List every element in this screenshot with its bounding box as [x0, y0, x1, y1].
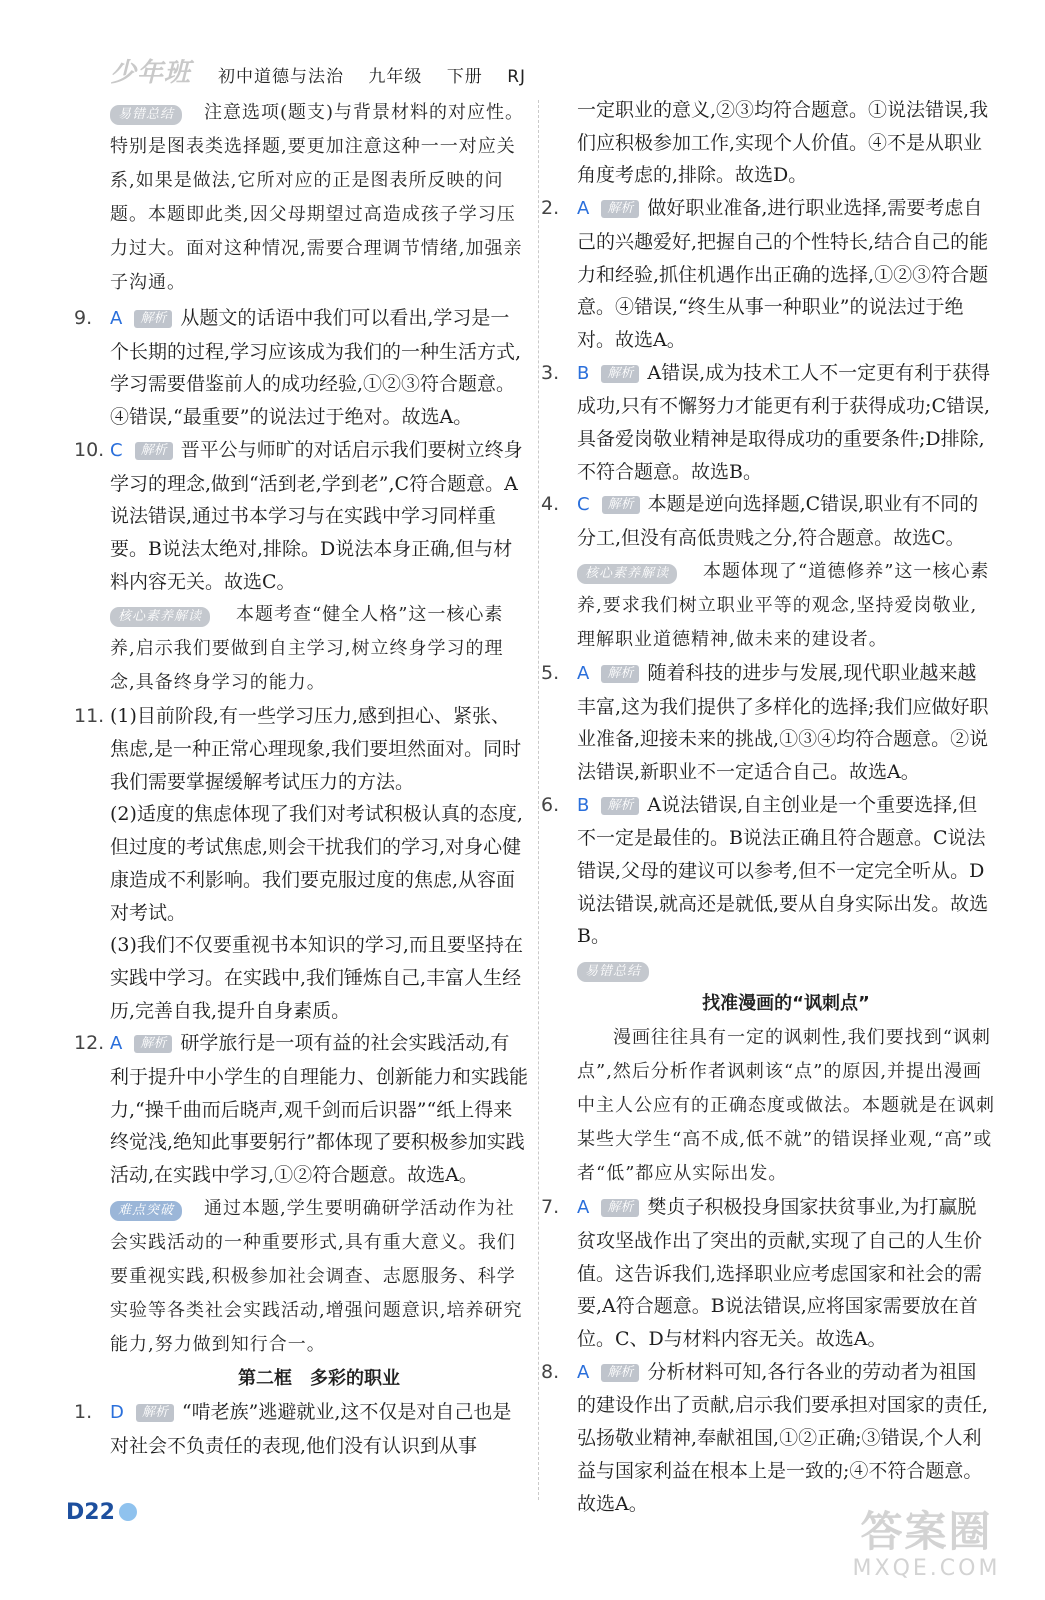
column-divider: [538, 100, 539, 1500]
answer-item-11: [74, 700, 528, 1027]
analysis-tag: 解析: [135, 442, 173, 460]
subject-label: 初中道德与法治: [218, 67, 344, 87]
answer-item-1: [74, 1396, 528, 1462]
answer-text: 樊贞子积极投身国家扶贫事业,为打赢脱贫攻坚战作出了突出的贡献,实现了自己的人生价值。这告诉我们,选择职业应考虑国家和社会的需要,A符合题意。B说法错误,应将国家需要放在首位。C、D与材料内容无关。故选A。: [577, 1196, 983, 1350]
answer-text: 分析材料可知,各行各业的劳动者为祖国的建设作出了贡献,启示我们要承担对国家的责任,弘扬敬业精神,奉献祖国,①②正确;③错误,个人利益与国家利益在根本上是一致的;④不符合题意。故选A。: [577, 1360, 989, 1515]
question-number: 12.: [74, 1032, 105, 1055]
answer-letter: D: [110, 1401, 124, 1423]
analysis-tag: 解析: [136, 1404, 174, 1422]
question-number: 1.: [74, 1400, 93, 1423]
answer-letter: A: [110, 308, 123, 329]
question-number: 5.: [541, 661, 560, 684]
answer-letter: A: [110, 1033, 123, 1055]
answer-item-6: [541, 789, 995, 954]
site-watermark: [824, 1508, 1029, 1588]
left-column: [74, 96, 529, 1462]
analysis-tag: 解析: [601, 1364, 639, 1382]
question-number: 10.: [74, 438, 105, 461]
note-text: 本题体现了“道德修养”这一核心素养,要求我们树立职业平等的观念,坚持爱岗敬业,理解职业道德精神,做未来的建设者。: [577, 560, 990, 650]
answer-item-10: [74, 434, 528, 599]
common-mistake-label: 易错总结: [110, 105, 182, 125]
difficulty-note: [110, 1192, 528, 1362]
watermark-url: MXQE.COM: [852, 1556, 1001, 1581]
answer-letter: B: [577, 794, 590, 816]
grade-label: 九年级: [368, 67, 423, 87]
answer-text: 晋平公与师旷的对话启示我们要树立终身学习的理念,做到“活到老,学到老”,C符合题意。A说法错误,通过书本学习与在实践中学习同样重要。B说法太绝对,排除。D说法本身正确,但与材料内容无关。故选C。: [110, 438, 523, 593]
answer-text: 本题是逆向选择题,C错误,职业有不同的分工,但没有高低贵贱之分,符合题意。故选C。: [577, 493, 979, 550]
question-number: 2.: [541, 197, 560, 220]
answer-item-1-continued: [577, 94, 995, 192]
droplet-icon: [119, 1503, 137, 1521]
answer-text: A错误,成为技术工人不一定更有利于获得成功,只有不懈努力才能更有利于获得成功;C错误,具备爱岗敬业精神是取得成功的重要条件;D排除,不符合题意。故选B。: [577, 361, 991, 483]
answer-text: “啃老族”逃避就业,这不仅是对自己也是对社会不负责任的表现,他们没有认识到从事: [110, 1400, 512, 1457]
edition-label: RJ: [507, 67, 527, 87]
analysis-tag: 解析: [134, 1035, 172, 1053]
question-number: 6.: [541, 793, 560, 816]
analysis-tag: 解析: [134, 310, 172, 328]
answer-item-8: [541, 1356, 995, 1521]
difficulty-label: 难点突破: [110, 1201, 182, 1221]
answer-letter: A: [577, 662, 590, 684]
watermark-title: 答案圈: [860, 1507, 993, 1556]
answer-part-1: (1)目前阶段,有一些学习压力,感到担心、紧张、焦虑,是一种正常心理现象,我们要坦然面对。同时我们需要掌握缓解考试压力的方法。: [110, 705, 522, 793]
answer-item-12: [74, 1027, 529, 1192]
question-number: 9.: [74, 307, 93, 329]
question-number: 3.: [541, 361, 560, 384]
answer-item-5: [541, 657, 995, 789]
answer-letter: A: [577, 198, 590, 220]
question-number: 7.: [541, 1196, 560, 1219]
right-column: [541, 96, 995, 1520]
answer-letter: B: [577, 362, 590, 384]
common-mistake-note-2: [577, 953, 995, 1191]
page-header: [110, 56, 610, 90]
answer-letter: A: [577, 1197, 590, 1219]
answer-part-3: (3)我们不仅要重视书本知识的学习,而且要坚持在实践中学习。在实践中,我们锤炼自己,丰富人生经历,完善自我,提升自身素质。: [110, 934, 523, 1022]
answer-item-4: [541, 488, 995, 554]
analysis-tag: 解析: [601, 200, 639, 218]
note-text: 漫画往往具有一定的讽刺性,我们要找到“讽刺点”,然后分析作者讽刺该“点”的原因,并提出漫画中主人公应有的正确态度或做法。本题就是在讽刺某些大学生“高不成,低不就”的错误择业观,“高”或者“低”都应从实际出发。: [577, 1027, 995, 1185]
answer-letter: A: [577, 1361, 590, 1383]
answer-text: 随着科技的进步与发展,现代职业越来越丰富,这为我们提供了多样化的选择;我们应做好职业准备,迎接未来的挑战,①③④均符合题意。②说法错误,新职业不一定适合自己。故选A。: [577, 661, 989, 783]
brand-logo: 少年班: [110, 58, 192, 88]
answer-text: 从题文的话语中我们可以看出,学习是一个长期的过程,学习应该成为我们的一种生活方式,学习需要借鉴前人的成功经验,①②③符合题意。④错误,“最重要”的说法过于绝对。故选A。: [110, 307, 522, 429]
answer-text: A说法错误,自主创业是一个重要选择,但不一定是最佳的。B说法正确且符合题意。C说法错误,父母的建议可以参考,但不一定完全听从。D说法错误,就高还是就低,要从自身实际出发。故选B。: [577, 793, 989, 948]
core-literacy-note-1: [110, 598, 528, 700]
analysis-tag: 解析: [601, 365, 639, 383]
common-mistake-note-1: [110, 96, 528, 300]
answer-item-2: [541, 192, 995, 357]
core-literacy-note-2: [577, 555, 995, 657]
answer-part-2: (2)适度的焦虑体现了我们对考试积极认真的态度,但过度的考试焦虑,则会干扰我们的学习,对身心健康造成不利影响。我们要克服过度的焦虑,从容面对考试。: [110, 803, 523, 924]
analysis-tag: 解析: [601, 1199, 639, 1217]
answer-item-9: [74, 302, 528, 434]
answer-item-7: [541, 1191, 995, 1356]
core-literacy-label: 核心素养解读: [577, 564, 677, 584]
page-number-text: D22: [66, 1500, 115, 1525]
question-number: 11.: [74, 705, 105, 728]
question-number: 8.: [541, 1360, 560, 1383]
analysis-tag: 解析: [601, 665, 639, 683]
note-text: 注意选项(题支)与背景材料的对应性。特别是图表类选择题,要更加注意这种一一对应关系,如果是做法,它所对应的正是图表所反映的问题。本题即此类,因父母期望过高造成孩子学习压力过大。面对这种情况,需要合理调节情绪,加强亲子沟通。: [110, 102, 525, 293]
book-info: [218, 62, 544, 87]
answer-letter: C: [110, 439, 123, 461]
core-literacy-label: 核心素养解读: [110, 607, 210, 627]
answer-text: 做好职业准备,进行职业选择,需要考虑自己的兴趣爱好,把握自己的个性特长,结合自己的能力和经验,抓住机遇作出正确的选择,①②③符合题意。④错误,“终生从事一种职业”的说法过于绝对。故选A。: [577, 197, 989, 351]
volume-label: 下册: [446, 67, 483, 87]
page-number: [66, 1500, 137, 1525]
answer-text: 研学旅行是一项有益的社会实践活动,有利于提升中小学生的自理能力、创新能力和实践能力,“操千曲而后晓声,观千剑而后识器”“纸上得来终觉浅,绝知此事要躬行”都体现了要积极参加实践活动,在实践中学习,①②符合题意。故选A。: [110, 1032, 529, 1187]
analysis-tag: 解析: [602, 496, 640, 514]
question-number: 4.: [541, 493, 560, 516]
section-title: 第二框 多彩的职业: [238, 1367, 400, 1389]
answer-letter: C: [577, 494, 590, 516]
common-mistake-label: 易错总结: [577, 962, 649, 982]
note-text: 通过本题,学生要明确研学活动作为社会实践活动的一种重要形式,具有重大意义。我们要重视实践,积极参加社会调查、志愿服务、科学实验等各类社会实践活动,增强问题意识,培养研究能力,努力做到知行合一。: [110, 1197, 523, 1355]
note-title: 找准漫画的“讽刺点”: [702, 993, 870, 1015]
analysis-tag: 解析: [601, 797, 639, 815]
answer-item-3: [541, 357, 995, 489]
note-text: 本题考查“健全人格”这一核心素养,启示我们要做到自主学习,树立终身学习的理念,具备终身学习的能力。: [110, 604, 504, 694]
answer-text: 一定职业的意义,②③均符合题意。①说法错误,我们应积极参加工作,实现个人价值。④不是从职业角度考虑的,排除。故选D。: [577, 99, 989, 187]
